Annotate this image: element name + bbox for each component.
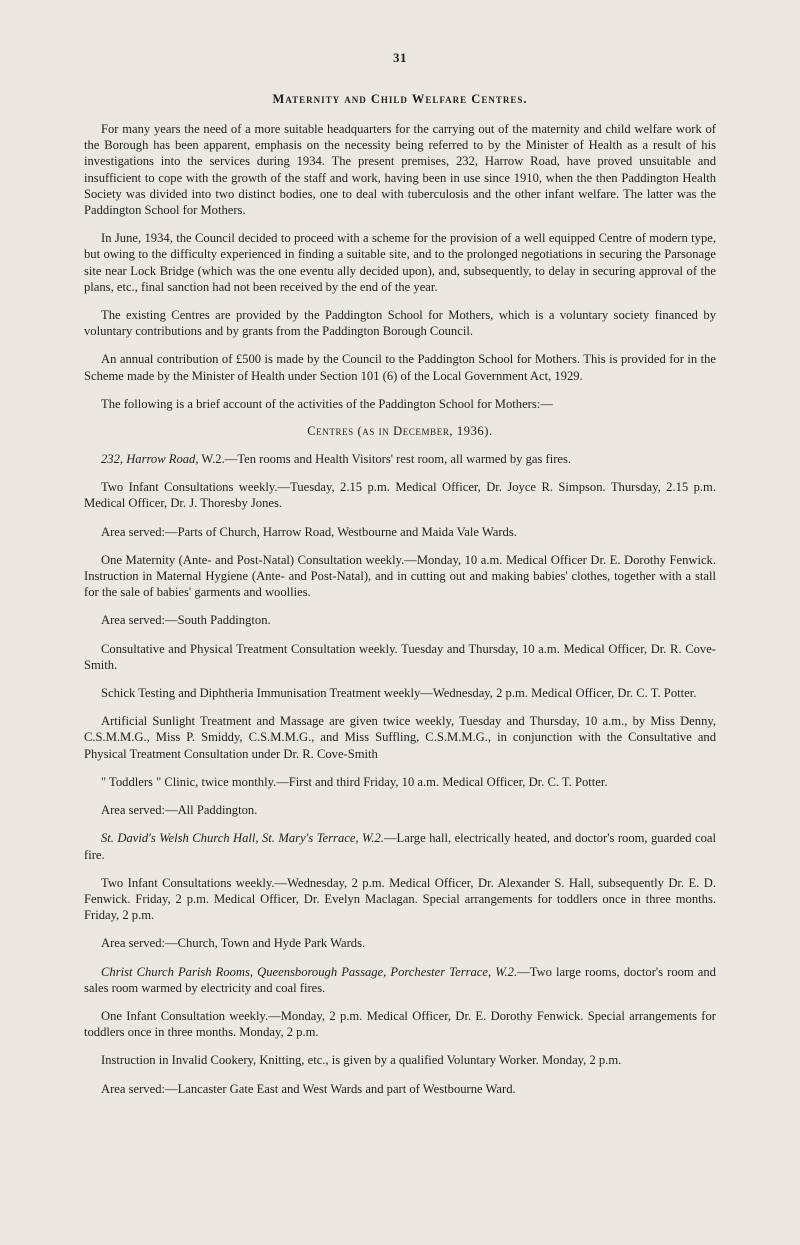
centre-description — [84, 964, 716, 996]
centres-heading: Centres (as in December, 1936). — [307, 424, 493, 439]
intro-paragraph: The existing Centres are provided by the Paddington School for Mothers, which is a voluntary society financed by voluntary contributions and by grants from the Paddington Borough Council. — [84, 308, 716, 339]
centre-paragraph: Area served:—Lancaster Gate East and West Wards and part of Westbourne Ward. — [101, 1081, 516, 1096]
centre-name: 232, Harrow Road, — [101, 452, 199, 467]
centre-paragraph: Artificial Sunlight Treatment and Massage are given twice weekly, Tuesday and Thursday, 10 a.m., by Miss Denny, C.S.M.M.G., Miss P. Smiddy, C.S.M.M.G., and Miss Suffling, C.S.M.M.G., in conjunction with the Consultative and Physical Treatment Consultation under Dr. R. Cove-Smith — [84, 714, 716, 761]
centre-paragraph: Two Infant Consultations weekly.—Tuesday, 2.15 p.m. Medical Officer, Dr. Joyce R. Simpson. Thursday, 2.15 p.m. Medical Officer, Dr. J. Thoresby Jones. — [84, 480, 716, 511]
centre-description — [84, 451, 716, 467]
centre-paragraph: " Toddlers " Clinic, twice monthly.—First and third Friday, 10 a.m. Medical Officer, Dr. C. T. Potter. — [101, 774, 608, 789]
centre-paragraph: Two Infant Consultations weekly.—Wednesday, 2 p.m. Medical Officer, Dr. Alexander S. Hall, subsequently Dr. E. D. Fenwick. Friday, 2 p.m. Medical Officer, Dr. Evelyn Maclagan. Special arrangements for toddlers once in three months. Friday, 2 p.m. — [84, 875, 716, 923]
centre-name: Christ Church Parish Rooms, Queensborough Passage, Porchester Terrace, W.2. — [101, 964, 518, 979]
centre-description — [84, 830, 716, 862]
centre-details: —Two large rooms, doctor's room and sales room warmed by electricity and coal fires. — [84, 964, 716, 995]
centre-paragraph: Area served:—All Paddington. — [101, 803, 258, 818]
centre-paragraph: Area served:—South Paddington. — [101, 613, 271, 628]
page-number: 31 — [393, 50, 407, 65]
centre-paragraph: Area served:—Parts of Church, Harrow Road, Westbourne and Maida Vale Wards. — [101, 524, 517, 539]
centre-name: St. David's Welsh Church Hall, St. Mary's Terrace, W.2. — [101, 831, 384, 846]
centre-paragraph: Instruction in Invalid Cookery, Knitting, etc., is given by a qualified Voluntary Worker. Monday, 2 p.m. — [101, 1053, 622, 1068]
intro-paragraph: An annual contribution of £500 is made by the Council to the Paddington School for Mothers. This is provided for in the Scheme made by the Minister of Health under Section 101 (6) of the Local Government Act, 1929. — [84, 352, 716, 383]
centre-details: —Large hall, electrically heated, and doctor's room, guarded coal fire. — [84, 831, 716, 862]
centre-paragraph: One Maternity (Ante- and Post-Natal) Consultation weekly.—Monday, 10 a.m. Medical Officer Dr. E. Dorothy Fenwick. Instruction in Maternal Hygiene (Ante- and Post-Natal), and in cutting out and making babies' clothes, together with a stall for the sale of babies' garments and woollies. — [84, 552, 716, 600]
intro-paragraph: The following is a brief account of the activities of the Paddington School for Mothers:— — [101, 396, 553, 411]
section-heading: Maternity and Child Welfare Centres. — [272, 92, 528, 106]
intro-paragraph: In June, 1934, the Council decided to proceed with a scheme for the provision of a well equipped Centre of modern type, but owing to the difficulty experienced in finding a suitable site, and to the prolonged negotiations in securing the Parsonage site near Lock Bridge (which was the one eventu ally decided upon), and, subsequently, to delay in securing approval of the plans, etc., final sanction had not been received by the end of the year. — [84, 231, 716, 294]
centre-paragraph: Area served:—Church, Town and Hyde Park Wards. — [101, 936, 366, 951]
intro-paragraph: For many years the need of a more suitable headquarters for the carrying out of the maternity and child welfare work of the Borough has been apparent, emphasis on the necessity being referred to by the Minister of Health as a result of his investigations into the services during 1934. The present premises, 232, Harrow Road, have proved unsuitable and insufficient to cope with the growth of the staff and work, having been in use since 1910, when the then Paddington Health Society was divided into two distinct bodies, one to deal with tuberculosis and the other infant welfare. The latter was the Paddington School for Mothers. — [84, 122, 716, 218]
centre-paragraph: Schick Testing and Diphtheria Immunisation Treatment weekly—Wednesday, 2 p.m. Medical Officer, Dr. C. T. Potter. — [101, 686, 697, 701]
centre-paragraph: Consultative and Physical Treatment Consultation weekly. Tuesday and Thursday, 10 a.m. Medical Officer, Dr. R. Cove-Smith. — [84, 641, 716, 672]
centre-details: W.2.—Ten rooms and Health Visitors' rest room, all warmed by gas fires. — [198, 452, 572, 467]
centre-paragraph: One Infant Consultation weekly.—Monday, 2 p.m. Medical Officer, Dr. E. Dorothy Fenwick. Special arrangements for toddlers once in three months. Monday, 2 p.m. — [84, 1008, 716, 1040]
